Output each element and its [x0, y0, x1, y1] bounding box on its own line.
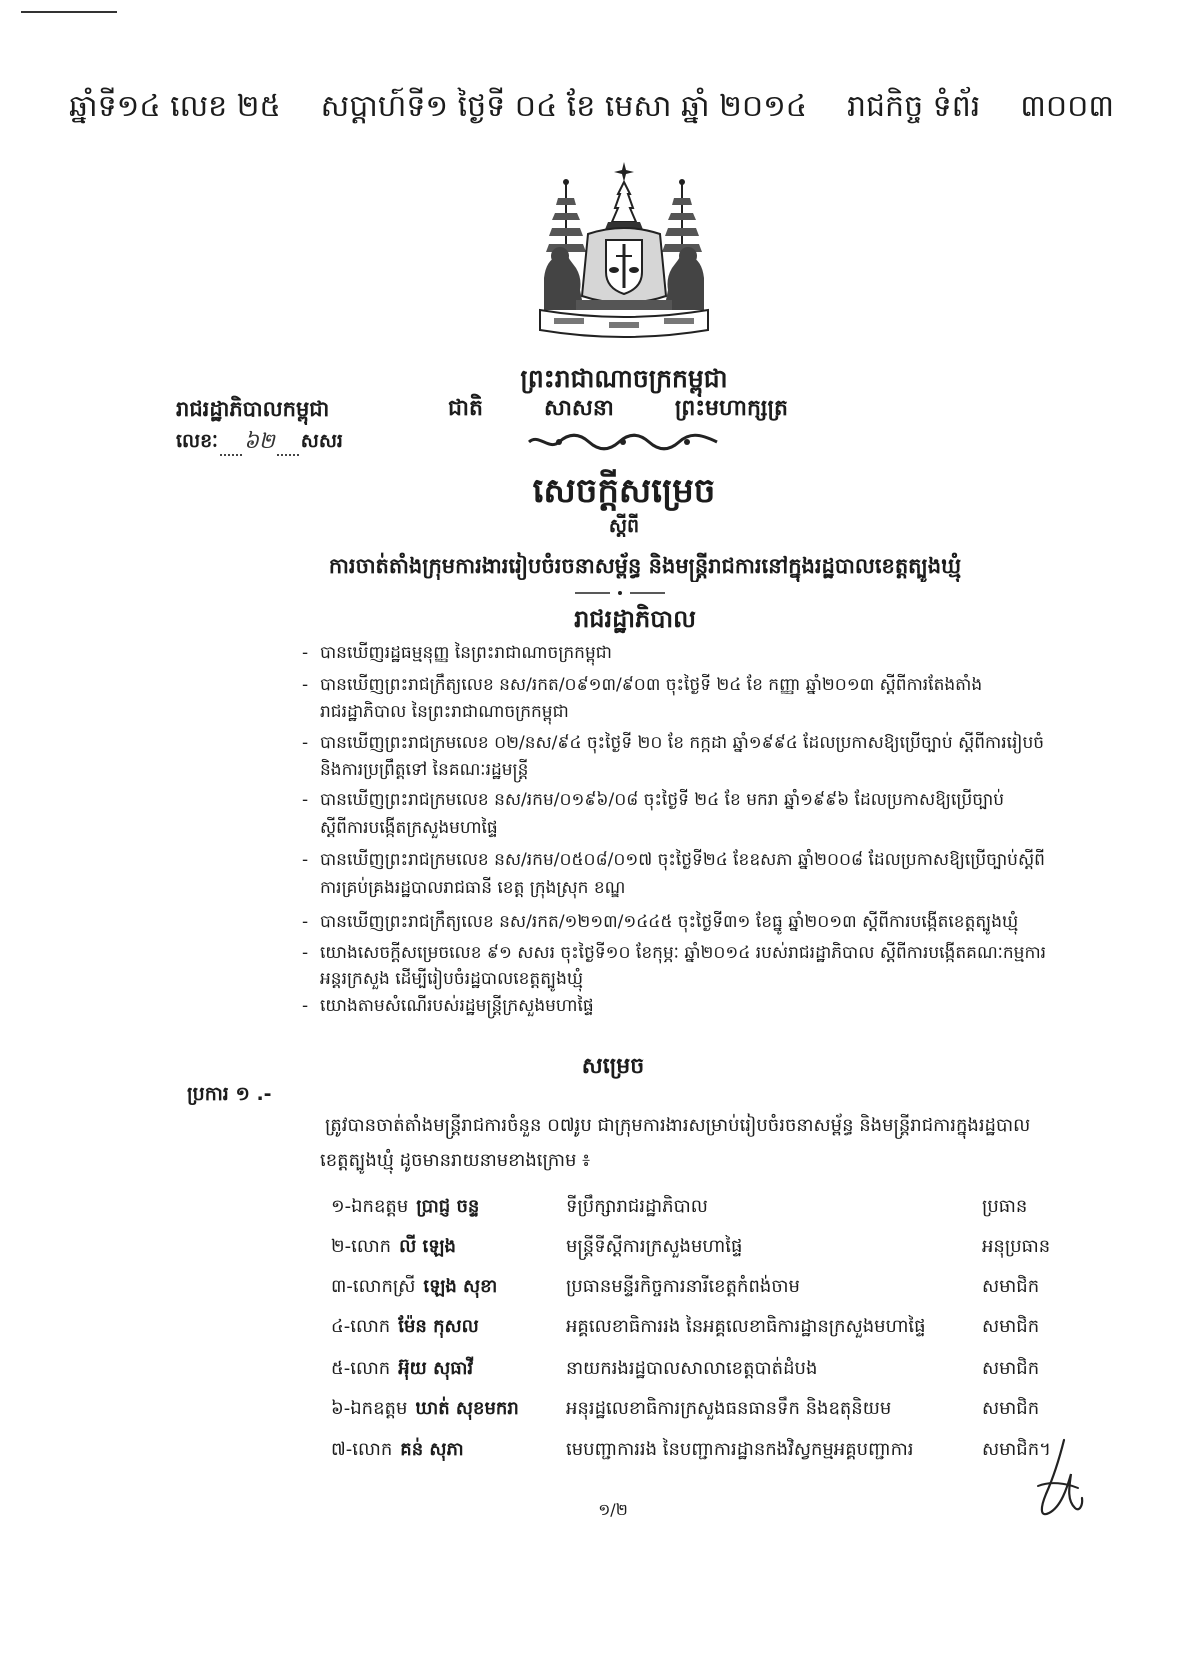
number-suffix: សសរ [300, 430, 343, 452]
motto-king: ព្រះមហាក្សត្រ [674, 396, 788, 421]
member-title: ៤-លោក [331, 1316, 391, 1337]
scan-edge-line [21, 11, 117, 13]
member-position: នាយករងរដ្ឋបាលសាលាខេត្តបាត់ដំបង [566, 1358, 818, 1379]
member-position: ទីប្រឹក្សារាជរដ្ឋាភិបាល [566, 1196, 708, 1217]
issuer-name: រាជរដ្ឋាភិបាលកម្ពុជា [176, 397, 330, 421]
motto-nation: ជាតិ [448, 396, 483, 421]
member-name [331, 1231, 561, 1263]
kingdom-name: ព្រះរាជាណាចក្រកម្ពុជា [520, 364, 728, 393]
member-title: ១-ឯកឧត្តម [331, 1196, 409, 1217]
member-position: អគ្គលេខាធិការរង នៃអគ្គលេខាធិការដ្ឋានក្រសួងមហាផ្ទៃ [566, 1316, 926, 1337]
dotted-leader [220, 436, 242, 456]
member-fullname: ឡេង សុខា [423, 1276, 498, 1297]
bullet-marker: - [302, 790, 309, 810]
gazette-date: សប្តាហ៍ទី១ ថ្ងៃទី ០៤ ខែ មេសា ឆ្នាំ ២០១៤ [320, 89, 808, 124]
member-title: ៥-លោក [331, 1358, 391, 1379]
decorative-flourish-icon [523, 431, 723, 453]
subject-label: ស្តីពី [608, 515, 640, 537]
member-name [331, 1393, 561, 1425]
dotted-leader [277, 436, 299, 456]
bullet-marker: - [302, 943, 309, 963]
member-title: ៦-ឯកឧត្តម [331, 1398, 408, 1419]
consideration-line: បានឃើញព្រះរាជក្រមលេខ ០២/នស/៩៤ ចុះថ្ងៃទី ២០ ខែ កក្កដា ឆ្នាំ១៩៩៤ ដែលប្រកាសឱ្យប្រើច្បាប់ ស្តីពីការរៀបចំ [320, 733, 1045, 753]
article-label: ប្រការ ១ .- [187, 1083, 272, 1105]
member-row [0, 1271, 1182, 1303]
member-role: សមាជិក [982, 1398, 1040, 1419]
member-title: ៧-លោក [331, 1439, 393, 1460]
royal-coat-of-arms-icon [536, 160, 712, 342]
document-subject: ការចាត់តាំងក្រុមការងាររៀបចំរចនាសម្ព័ន្ធ និងមន្ត្រីរាជការនៅក្នុងរដ្ឋបាលខេត្តត្បូងឃ្មុំ [328, 554, 962, 578]
consideration-line: ស្តីពីការបង្កើតក្រសួងមហាផ្ទៃ [320, 818, 498, 838]
gazette-header [69, 82, 1114, 132]
member-fullname: លី ឡេង [399, 1236, 456, 1257]
bullet-marker: - [302, 996, 309, 1016]
member-row [0, 1231, 1182, 1263]
banner-ribbon-icon [540, 310, 708, 337]
document-number [176, 426, 406, 456]
bullet-marker: - [302, 675, 309, 695]
document-type: សេចក្តីសម្រេច [532, 471, 716, 511]
member-role: ប្រធាន [982, 1196, 1028, 1217]
member-fullname: ប្រាជ្ញ ចន្ទ [416, 1196, 480, 1217]
member-fullname: ឃាត់ សុខមករា [415, 1398, 519, 1419]
member-position: ប្រធានមន្ទីរកិច្ចការនារីខេត្តកំពង់ចាម [566, 1276, 800, 1297]
member-name [331, 1191, 561, 1223]
page-number: ១/២ [598, 1500, 628, 1519]
consideration-line: អន្តរក្រសួង ដើម្បីរៀបចំរដ្ឋបាលខេត្តត្បូងឃ្មុំ [320, 969, 584, 989]
consideration-line: បានឃើញព្រះរាជក្រឹត្យលេខ នស/រកត/០៩១៣/៩០៣ ចុះថ្ងៃទី ២៤ ខែ កញ្ញា ឆ្នាំ២០១៣ ស្តីពីការតែងតាំង [320, 675, 983, 695]
member-fullname: ម៉ែន កុសល [398, 1316, 479, 1337]
number-label: លេខៈ [176, 430, 218, 452]
consideration-line: ការគ្រប់គ្រងរដ្ឋបាលរាជធានី ខេត្ត ក្រុងស្រុក ខណ្ឌ [320, 878, 626, 898]
member-title: ៣-លោកស្រី [331, 1276, 416, 1297]
bullet-marker: - [302, 733, 309, 753]
member-position: មេបញ្ជាការរង នៃបញ្ជាការដ្ឋានកងវិស្វកម្មអគ្គបញ្ជាការ [566, 1439, 914, 1460]
member-title: ២-លោក [331, 1236, 392, 1257]
consideration-line: បានឃើញព្រះរាជក្រមលេខ នស/រកម/០៥០៨/០១៧ ចុះថ្ងៃទី២៤ ខែឧសភា ឆ្នាំ២០០៨ ដែលប្រកាសឱ្យប្រើច្បាប់ស្តីពី [320, 850, 1045, 870]
member-name [331, 1434, 561, 1466]
member-name [331, 1271, 561, 1303]
consideration-line: រាជរដ្ឋាភិបាល នៃព្រះរាជាណាចក្រកម្ពុជា [320, 702, 569, 722]
gazette-page-number: ៣០០៣ [1020, 89, 1114, 124]
national-motto [448, 393, 788, 425]
consideration-line: យោងសេចក្តីសម្រេចលេខ ៩១ សសរ ចុះថ្ងៃទី១០ ខែកុម្ភៈ ឆ្នាំ២០១៤ របស់រាជរដ្ឋាភិបាល ស្តីពីការបង្កើតគណៈកម្មការ [320, 943, 1047, 963]
handwritten-number: ៦២ [243, 429, 275, 453]
member-role: អនុប្រធាន [982, 1236, 1051, 1257]
member-name [331, 1311, 561, 1343]
member-name [331, 1353, 561, 1385]
member-row [0, 1393, 1182, 1425]
member-role: សមាជិក [982, 1316, 1040, 1337]
handwritten-initial-signature [1030, 1436, 1090, 1522]
consideration-line: និងការប្រព្រឹត្តទៅ នៃគណៈរដ្ឋមន្ត្រី [320, 760, 529, 780]
bullet-marker: - [302, 912, 309, 932]
member-position: អនុរដ្ឋលេខាធិការក្រសួងធនធានទឹក និងឧតុនិយម [566, 1398, 892, 1419]
divider-dash-icon [575, 588, 665, 598]
member-role: សមាជិក [982, 1358, 1040, 1379]
member-row [0, 1191, 1182, 1223]
article-text-line: ខេត្តត្បូងឃ្មុំ ដូចមានរាយនាមខាងក្រោម ៖ [320, 1150, 591, 1171]
consideration-line: យោងតាមសំណើរបស់រដ្ឋមន្ត្រីក្រសួងមហាផ្ទៃ [320, 996, 594, 1016]
gazette-title: រាជកិច្ច ទំព័រ [846, 89, 981, 124]
member-row [0, 1311, 1182, 1343]
motto-religion: សាសនា [543, 396, 614, 421]
bullet-marker: - [302, 850, 309, 870]
crown-icon [604, 182, 644, 232]
shield-icon [606, 240, 642, 294]
consideration-line: បានឃើញព្រះរាជក្រមលេខ នស/រកម/០១៩៦/០៨ ចុះថ្ងៃទី ២៤ ខែ មករា ឆ្នាំ១៩៩៦ ដែលប្រកាសឱ្យប្រើច្បាប់ [320, 790, 1005, 810]
consideration-line: បានឃើញព្រះរាជក្រឹត្យលេខ នស/រកត/១២១៣/១៤៤៥ ចុះថ្ងៃទី៣១ ខែធ្នូ ឆ្នាំ២០១៣ ស្តីពីការបង្កើតខេត្តត្បូងឃ្មុំ [320, 912, 1019, 932]
member-fullname: គន់ សុភា [400, 1439, 464, 1460]
decision-heading: សម្រេច [581, 1054, 645, 1079]
issuing-authority: រាជរដ្ឋាភិបាល [574, 605, 696, 633]
article-text-line: ត្រូវបានចាត់តាំងមន្ត្រីរាជការចំនួន ០៧រូប ជាក្រុមការងារសម្រាប់រៀបចំរចនាសម្ព័ន្ធ និងមន្ត្រីរាជការក្នុងរដ្ឋបាល [325, 1115, 1031, 1136]
member-role: សមាជិក [982, 1276, 1040, 1297]
bullet-marker: - [302, 643, 309, 663]
crown-star-icon [614, 162, 634, 182]
consideration-line: បានឃើញរដ្ឋធម្មនុញ្ញ នៃព្រះរាជាណាចក្រកម្ពុជា [320, 643, 612, 663]
member-row [0, 1353, 1182, 1385]
member-role: សមាជិក។ [982, 1439, 1051, 1460]
member-position: មន្ត្រីទីស្តីការក្រសួងមហាផ្ទៃ [566, 1236, 743, 1257]
member-row [0, 1434, 1182, 1466]
member-fullname: អ៊ុយ សុធាវី [398, 1358, 474, 1379]
gazette-issue: ឆ្នាំទី១៤ លេខ ២៥ [69, 89, 281, 124]
